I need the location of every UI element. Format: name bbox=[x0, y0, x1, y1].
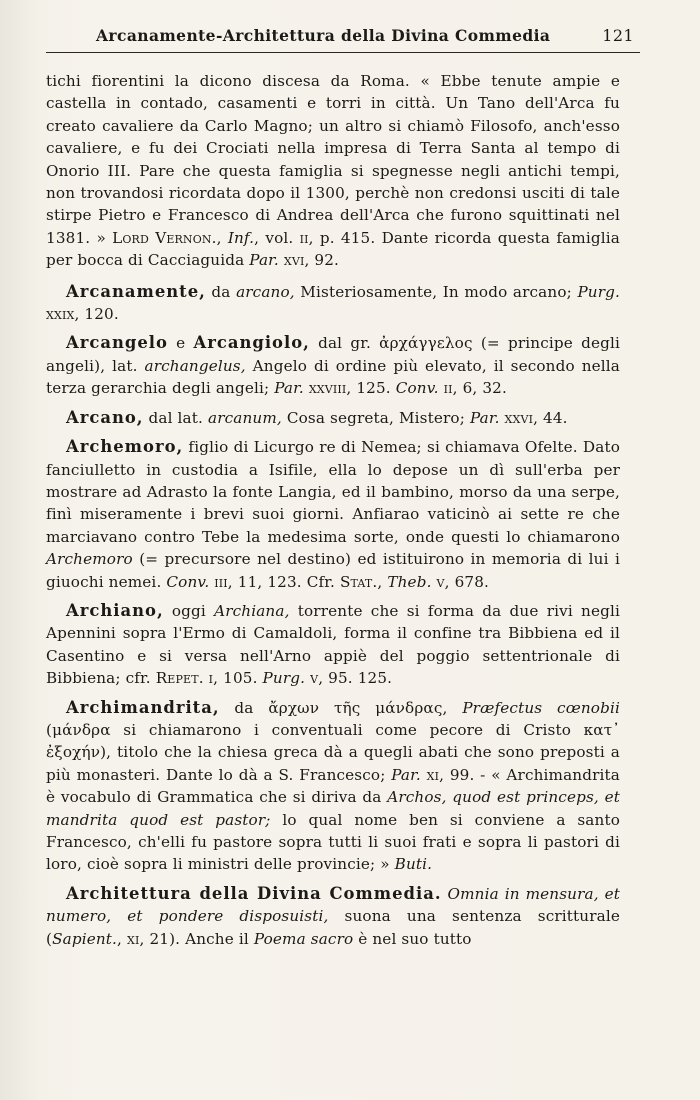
roman-numeral: xxviii bbox=[308, 379, 347, 398]
citation-work: Conv. bbox=[166, 572, 210, 591]
entry-headword: Archimandrita, bbox=[66, 697, 220, 717]
author-abbrev: Stat. bbox=[339, 572, 378, 591]
continued-entry-text: tichi fiorentini la dicono discesa da Roma. « Ebbe tenute ampie e castella in contado, casamenti e torri in città. Un Tano dell'Arca fu creato cavaliere da Carlo Magno; un altro si chiamò Filosofo, anch'esso cavaliere, e fu dei Crociati nella impresa di Terra Santa al tempo di Onorio III. Pare che questa famiglia si spegnesse negli antichi tempi, non trovandosi ricordata dopo il 1300, perchè non credonsi usciti di tale stirpe Pietro e Francesco di Andrea dell'Arca che furono squittinati nel 1381. » Lord Vernon., Inf., vol. ii, p. 415. Dante ricorda questa famiglia per bocca di Cacciaguida Par. xvi, 92. bbox=[46, 72, 620, 270]
citation-work: Conv. bbox=[395, 379, 439, 398]
roman-numeral: v bbox=[310, 669, 319, 688]
roman-numeral: xi bbox=[127, 929, 140, 948]
entry-headword: Archemoro, bbox=[66, 437, 184, 457]
citation-work: Par. bbox=[274, 379, 304, 398]
citation-work: Par. bbox=[469, 408, 500, 427]
entry-headword: Arcano, bbox=[66, 407, 144, 427]
roman-numeral: xxix bbox=[46, 305, 75, 324]
entry-archimandrita: Archimandrita, da ἄρχων τῆς μάνδρας, Præfectus cœnobii (μάνδρα si chiamarono i conventuali come pecore di Cristo κατ᾽ ἐξοχήν), titolo che la chiesa greca dà a quegli abati che sono preposti a più monasteri. Dante lo dà a S. Francesco; Par. xi, 99. - « Archimandrita è vocabulo di Grammatica che si diriva da Archos, quod est princeps, et mandrita quod est pastor; lo qual nome ben si conviene a santo Francesco, ch'elli fu pastore sopra tutti li suoi frati e sopra li pastori di loro, cioè sopra li ministri delle provincie; » Buti. bbox=[46, 697, 621, 874]
dictionary-text bbox=[46, 70, 620, 957]
citation-source: Buti. bbox=[394, 855, 433, 874]
citation-work: Par. bbox=[391, 765, 421, 784]
roman-numeral: i bbox=[208, 669, 214, 688]
citation-work: Theb. bbox=[387, 572, 432, 591]
entry-arcanamente: Arcanamente, da arcano, Misteriosamente, In modo arcano; Purg. xxix, 120. bbox=[46, 281, 620, 324]
running-header bbox=[46, 22, 640, 53]
entry-headword: Arcangiolo, bbox=[193, 333, 310, 353]
roman-numeral: xi bbox=[426, 765, 440, 784]
entry-archemoro: Archemoro, figlio di Licurgo re di Nemea; si chiamava Ofelte. Dato fanciulletto in custodia a Isifile, ella lo depose un dì sull'erba per mostrare ad Adrasto la fonte Langia, ed il bambino, morso da una serpe, finì miseramente i brevi suoi giorni. Anfiarao vaticinò ai sette re che marciavano contro Tebe la medesima sorte, onde questi lo chiamarono Archemoro (= precursore nel destino) ed istituirono in memoria di lui i giuochi nemei. Conv. iii, 11, 123. Cfr. Stat., Theb. v, 678. bbox=[46, 437, 620, 591]
entry-headword: Archiano, bbox=[66, 600, 164, 620]
roman-numeral: iii bbox=[214, 572, 228, 591]
citation-work: Par. bbox=[249, 251, 279, 270]
citation-work: Purg. bbox=[577, 282, 620, 301]
roman-numeral: ii bbox=[443, 379, 453, 398]
page-number: 121 bbox=[602, 26, 634, 45]
roman-numeral: xxvi bbox=[504, 408, 534, 427]
author-abbrev: Lord Vernon. bbox=[112, 228, 217, 247]
roman-numeral: xvi bbox=[283, 251, 305, 270]
entry-arcangelo: Arcangelo e Arcangiolo, dal gr. ἀρχάγγελος (= principe degli angeli), lat. archangelus, Angelo di ordine più elevato, il secondo nella terza gerarchia degli angeli; Par. xxviii, 125. Conv. ii, 6, 32. bbox=[46, 333, 620, 398]
quoted-etymology: Archos, quod est princeps, et mandrita quod est pastor; bbox=[46, 788, 621, 829]
entry-architettura: Architettura della Divina Commedia. Omnia in mensura, et numero, et pondere disposuisti, suona una sentenza scritturale (Sapient., xi, 21). Anche il Poema sacro è nel suo tutto bbox=[46, 883, 620, 948]
running-title: Arcanamente-Architettura della Divina Commedia bbox=[96, 26, 551, 45]
entry-headword: Arcangelo bbox=[66, 333, 168, 353]
author-abbrev: Repet. bbox=[155, 669, 204, 688]
scripture-quote: Omnia in mensura, et numero, et pondere disposuisti, bbox=[46, 884, 620, 926]
roman-numeral: v bbox=[436, 572, 445, 591]
entry-headword: Architettura della Divina Commedia. bbox=[66, 883, 442, 903]
entry-arcano: Arcano, dal lat. arcanum, Cosa segreta, Mistero; Par. xxvi, 44. bbox=[66, 407, 568, 427]
citation-work: Inf. bbox=[227, 228, 255, 247]
citation-work: Sapient. bbox=[52, 929, 118, 948]
citation-work: Purg. bbox=[262, 669, 306, 688]
entry-headword: Arcanamente, bbox=[66, 281, 206, 301]
roman-numeral: ii bbox=[299, 228, 309, 247]
entry-archiano: Archiano, oggi Archiana, torrente che si forma da due rivi negli Apennini sopra l'Ermo di Camaldoli, forma il confine tra Bibbiena ed il Casentino e si versa nell'Arno appiè del poggio settentrionale di Bibbiena; cfr. Repet. i, 105. Purg. v, 95. 125. bbox=[46, 600, 620, 688]
